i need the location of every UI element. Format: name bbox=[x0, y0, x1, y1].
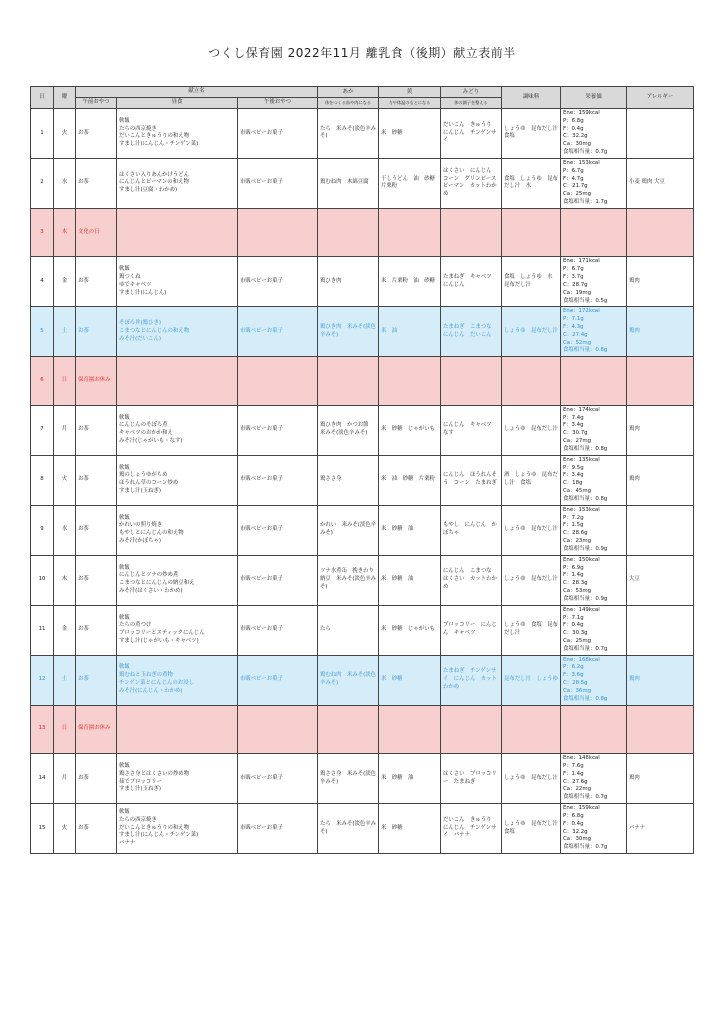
empty-cell bbox=[117, 705, 238, 754]
pm-snack-cell: 市販ベビーお菓子 bbox=[238, 655, 318, 705]
seasoning-cell: 酒 しょうゆ 昆布だし汁 食塩 bbox=[502, 455, 561, 505]
allergy-cell: 鶏肉 bbox=[627, 307, 694, 357]
header-aka: あか bbox=[318, 87, 379, 98]
midori-cell: たまねぎ チンゲンサイ にんじん カットわかめ bbox=[441, 655, 502, 705]
aka-cell: たら 米みそ(淡色辛みそ) bbox=[318, 804, 379, 854]
empty-cell bbox=[502, 705, 561, 754]
aka-cell: 鶏ささ身 米みそ(淡色辛みそ) bbox=[318, 754, 379, 804]
nutrition-cell: Ene：153kcal P：7.2g F：1.5g C：28.6g Ca：23mg 食塩相当量：0.9g bbox=[561, 505, 627, 555]
allergy-cell: 鶏肉 bbox=[627, 405, 694, 455]
table-row bbox=[31, 754, 694, 804]
lunch-cell: 軟飯 たらの西京焼き だいこんときゅうりの和え物 すまし汁(にんじん・チンゲン菜) バナナ bbox=[117, 804, 238, 854]
header-am-snack: 午前おやつ bbox=[76, 98, 117, 109]
holiday-note: 保育園お休み bbox=[76, 705, 117, 754]
am-snack-cell: お茶 bbox=[76, 455, 117, 505]
allergy-cell: バナナ bbox=[627, 804, 694, 854]
lunch-cell: 軟飯 鶏むねと玉ねぎの煮物 チンゲン菜とにんじんのお浸し みそ汁(にんじん・わかめ) bbox=[117, 655, 238, 705]
am-snack-cell: お茶 bbox=[76, 405, 117, 455]
lunch-cell: 軟飯 鶏ささ身とはくさいの炒め物 茹でブロッコリー すまし汁(玉ねぎ) bbox=[117, 754, 238, 804]
header-nutrition: 栄養価 bbox=[561, 87, 627, 109]
nutrition-cell: Ene：159kcal P：6.8g F：0.4g C：32.2g Ca：30mg 食塩相当量：0.7g bbox=[561, 108, 627, 158]
header-seasoning: 調味料 bbox=[502, 87, 561, 109]
midori-cell: たまねぎ こまつな にんじん だいこん bbox=[441, 307, 502, 357]
am-snack-cell: お茶 bbox=[76, 655, 117, 705]
seasoning-cell: しょうゆ 食塩 昆布だし汁 bbox=[502, 605, 561, 655]
nutrition-cell: Ene：159kcal P：6.8g F：0.4g C：32.2g Ca：30mg 食塩相当量：0.7g bbox=[561, 804, 627, 854]
nutrition-cell: Ene：174kcal P：7.4g F：3.4g C：30.7g Ca：27mg 食塩相当量：0.8g bbox=[561, 405, 627, 455]
empty-cell bbox=[627, 208, 694, 257]
day-cell: 13 bbox=[31, 705, 54, 754]
day-cell: 4 bbox=[31, 257, 54, 307]
header-lunch: 昼食 bbox=[117, 98, 238, 109]
empty-cell bbox=[379, 357, 441, 406]
seasoning-cell: しょうゆ 昆布だし汁 食塩 bbox=[502, 804, 561, 854]
lunch-cell: 軟飯 にんじんのそぼろ煮 キャベツのおかか和え みそ汁(じゃがいも・なす) bbox=[117, 405, 238, 455]
nutrition-cell: Ene：150kcal P：6.9g F：1.4g C：28.3g Ca：53mg 食塩相当量：0.9g bbox=[561, 555, 627, 605]
empty-cell bbox=[318, 208, 379, 257]
ki-cell: 米 砂糖 油 bbox=[379, 505, 441, 555]
aka-cell: 鶏むね肉 米みそ(淡色辛みそ) bbox=[318, 655, 379, 705]
table-row bbox=[31, 705, 694, 754]
empty-cell bbox=[441, 208, 502, 257]
dow-cell: 日 bbox=[54, 357, 76, 406]
aka-cell: たら 米みそ(淡色辛みそ) bbox=[318, 108, 379, 158]
seasoning-cell: しょうゆ 昆布だし汁 bbox=[502, 307, 561, 357]
ki-cell: 米 砂糖 油 bbox=[379, 555, 441, 605]
dow-cell: 水 bbox=[54, 158, 76, 208]
empty-cell bbox=[379, 705, 441, 754]
allergy-cell: 鶏肉 bbox=[627, 754, 694, 804]
header-aka-sub: 体をつくる血や肉になる bbox=[318, 98, 379, 109]
empty-cell bbox=[238, 357, 318, 406]
dow-cell: 日 bbox=[54, 705, 76, 754]
table-row bbox=[31, 605, 694, 655]
aka-cell: 鶏ひき肉 かつお節 米みそ(淡色辛みそ) bbox=[318, 405, 379, 455]
allergy-cell: 小麦 鶏肉 大豆 bbox=[627, 158, 694, 208]
midori-cell: はくさい ブロッコリー たまねぎ bbox=[441, 754, 502, 804]
nutrition-cell: Ene：153kcal P：6.7g F：4.7g C：21.7g Ca：25mg 食塩相当量：1.7g bbox=[561, 158, 627, 208]
allergy-cell: 鶏肉 bbox=[627, 455, 694, 505]
header-row-1 bbox=[31, 87, 694, 98]
header-ki-sub: 力や体温のもとになる bbox=[379, 98, 441, 109]
lunch-cell: 軟飯 たらの西京焼き だいこんときゅうりの和え物 すまし汁(にんじん・チンゲン菜) bbox=[117, 108, 238, 158]
midori-cell: だいこん きゅうり にんじん チンゲンサイ バナナ bbox=[441, 804, 502, 854]
empty-cell bbox=[238, 208, 318, 257]
table-row bbox=[31, 257, 694, 307]
dow-cell: 木 bbox=[54, 208, 76, 257]
am-snack-cell: お茶 bbox=[76, 307, 117, 357]
allergy-cell: 鶏肉 bbox=[627, 257, 694, 307]
midori-cell: にんじん こまつな はくさい カットわかめ bbox=[441, 555, 502, 605]
header-allergy: アレルギー bbox=[627, 87, 694, 109]
empty-cell bbox=[561, 208, 627, 257]
empty-cell bbox=[502, 208, 561, 257]
allergy-cell bbox=[627, 605, 694, 655]
midori-cell: はくさい にんじん コーン グリンピース ピーマン カットわかめ bbox=[441, 158, 502, 208]
dow-cell: 土 bbox=[54, 655, 76, 705]
allergy-cell bbox=[627, 108, 694, 158]
empty-cell bbox=[117, 357, 238, 406]
pm-snack-cell: 市販ベビーお菓子 bbox=[238, 555, 318, 605]
day-cell: 15 bbox=[31, 804, 54, 854]
day-cell: 8 bbox=[31, 455, 54, 505]
allergy-cell bbox=[627, 505, 694, 555]
empty-cell bbox=[561, 705, 627, 754]
empty-cell bbox=[318, 357, 379, 406]
table-row bbox=[31, 307, 694, 357]
dow-cell: 火 bbox=[54, 108, 76, 158]
am-snack-cell: お茶 bbox=[76, 555, 117, 605]
table-row bbox=[31, 555, 694, 605]
dow-cell: 金 bbox=[54, 257, 76, 307]
aka-cell: ツナ水煮缶 挽きわり納豆 米みそ(淡色辛みそ) bbox=[318, 555, 379, 605]
aka-cell: たら bbox=[318, 605, 379, 655]
empty-cell bbox=[441, 705, 502, 754]
ki-cell: 干しうどん 油 砂糖 片栗粉 bbox=[379, 158, 441, 208]
aka-cell: 鶏ひき肉 bbox=[318, 257, 379, 307]
midori-cell: もやし にんじん かぼちゃ bbox=[441, 505, 502, 555]
page-title: つくし保育園 2022年11月 離乳食（後期）献立表前半 bbox=[208, 46, 516, 60]
header-ki: 黄 bbox=[379, 87, 441, 98]
table-row bbox=[31, 455, 694, 505]
midori-cell: にんじん キャベツ なす bbox=[441, 405, 502, 455]
ki-cell: 米 砂糖 じゃがいも bbox=[379, 405, 441, 455]
seasoning-cell: しょうゆ 昆布だし汁 食塩 bbox=[502, 108, 561, 158]
aka-cell: 鶏ひき肉 米みそ(淡色辛みそ) bbox=[318, 307, 379, 357]
pm-snack-cell: 市販ベビーお菓子 bbox=[238, 804, 318, 854]
day-cell: 6 bbox=[31, 357, 54, 406]
table-row bbox=[31, 405, 694, 455]
seasoning-cell: しょうゆ 昆布だし汁 bbox=[502, 505, 561, 555]
table-row bbox=[31, 655, 694, 705]
holiday-note: 文化の日 bbox=[76, 208, 117, 257]
table-row bbox=[31, 804, 694, 854]
seasoning-cell: 食塩 しょうゆ 昆布だし汁 水 bbox=[502, 158, 561, 208]
aka-cell: 鶏ささ身 bbox=[318, 455, 379, 505]
nutrition-cell: Ene：135kcal P：9.5g F：3.4g C：18g Ca：45mg 食塩相当量：0.8g bbox=[561, 455, 627, 505]
dow-cell: 金 bbox=[54, 605, 76, 655]
empty-cell bbox=[318, 705, 379, 754]
ki-cell: 米 砂糖 bbox=[379, 108, 441, 158]
pm-snack-cell: 市販ベビーお菓子 bbox=[238, 605, 318, 655]
empty-cell bbox=[238, 705, 318, 754]
lunch-cell: そぼろ丼(鶏ひき) こまつなとにんじんの和え物 みそ汁(だいこん) bbox=[117, 307, 238, 357]
nutrition-cell: Ene：172kcal P：7.1g F：4.3g C：27.4g Ca：52mg 食塩相当量：0.8g bbox=[561, 307, 627, 357]
pm-snack-cell: 市販ベビーお菓子 bbox=[238, 108, 318, 158]
day-cell: 12 bbox=[31, 655, 54, 705]
dow-cell: 土 bbox=[54, 307, 76, 357]
ki-cell: 米 片栗粉 油 砂糖 bbox=[379, 257, 441, 307]
am-snack-cell: お茶 bbox=[76, 754, 117, 804]
menu-body bbox=[31, 108, 694, 853]
day-cell: 9 bbox=[31, 505, 54, 555]
empty-cell bbox=[379, 208, 441, 257]
dow-cell: 火 bbox=[54, 455, 76, 505]
day-cell: 2 bbox=[31, 158, 54, 208]
seasoning-cell: 食塩 しょうゆ 水 昆布だし汁 bbox=[502, 257, 561, 307]
seasoning-cell: しょうゆ 昆布だし汁 bbox=[502, 754, 561, 804]
nutrition-cell: Ene：148kcal P：7.6g F：1.4g C：27.6g Ca：22mg 食塩相当量：0.7g bbox=[561, 754, 627, 804]
day-cell: 10 bbox=[31, 555, 54, 605]
am-snack-cell: お茶 bbox=[76, 804, 117, 854]
pm-snack-cell: 市販ベビーお菓子 bbox=[238, 158, 318, 208]
seasoning-cell: 昆布だし汁 しょうゆ bbox=[502, 655, 561, 705]
table-row bbox=[31, 158, 694, 208]
allergy-cell: 大豆 bbox=[627, 555, 694, 605]
holiday-note: 保育園お休み bbox=[76, 357, 117, 406]
seasoning-cell: しょうゆ 昆布だし汁 bbox=[502, 555, 561, 605]
lunch-cell: 軟飯 にんじんとツナの炒め煮 こまつなとにんじんの納豆和え みそ汁(はくさい・わかめ) bbox=[117, 555, 238, 605]
pm-snack-cell: 市販ベビーお菓子 bbox=[238, 505, 318, 555]
day-cell: 7 bbox=[31, 405, 54, 455]
day-cell: 14 bbox=[31, 754, 54, 804]
dow-cell: 水 bbox=[54, 505, 76, 555]
nutrition-cell: Ene：149kcal P：7.1g F：0.4g C：30.3g Ca：25mg 食塩相当量：0.7g bbox=[561, 605, 627, 655]
day-cell: 11 bbox=[31, 605, 54, 655]
header-day: 日 bbox=[31, 87, 54, 109]
ki-cell: 米 砂糖 bbox=[379, 804, 441, 854]
header-pm-snack: 午後おやつ bbox=[238, 98, 318, 109]
pm-snack-cell: 市販ベビーお菓子 bbox=[238, 405, 318, 455]
am-snack-cell: お茶 bbox=[76, 605, 117, 655]
empty-cell bbox=[502, 357, 561, 406]
empty-cell bbox=[117, 208, 238, 257]
header-dow: 曜 bbox=[54, 87, 76, 109]
ki-cell: 米 砂糖 油 bbox=[379, 754, 441, 804]
aka-cell: かれい 米みそ(淡色辛みそ) bbox=[318, 505, 379, 555]
empty-cell bbox=[627, 705, 694, 754]
day-cell: 5 bbox=[31, 307, 54, 357]
lunch-cell: 軟飯 鶏のしょうゆがらめ ほうれん草のコーン炒め すまし汁(玉ねぎ) bbox=[117, 455, 238, 505]
am-snack-cell: お茶 bbox=[76, 158, 117, 208]
dow-cell: 火 bbox=[54, 804, 76, 854]
header-midori: みどり bbox=[441, 87, 502, 98]
lunch-cell: 軟飯 たらの煮つけ ブロッコリーとスティックにんじん すまし汁(じゃがいも・キャベツ) bbox=[117, 605, 238, 655]
nutrition-cell: Ene：171kcal P：6.7g F：3.7g C：28.7g Ca：19mg 食塩相当量：0.5g bbox=[561, 257, 627, 307]
midori-cell: だいこん きゅうり にんじん チンゲンサイ bbox=[441, 108, 502, 158]
pm-snack-cell: 市販ベビーお菓子 bbox=[238, 754, 318, 804]
ki-cell: 米 砂糖 じゃがいも bbox=[379, 605, 441, 655]
allergy-cell: 鶏肉 bbox=[627, 655, 694, 705]
lunch-cell: 軟飯 かれいの照り焼き もやしとにんじんの和え物 みそ汁(かぼちゃ) bbox=[117, 505, 238, 555]
lunch-cell: 軟飯 鶏つくね ゆでキャベツ すまし汁(にんじん) bbox=[117, 257, 238, 307]
am-snack-cell: お茶 bbox=[76, 257, 117, 307]
day-cell: 1 bbox=[31, 108, 54, 158]
header-kondate: 献立名 bbox=[76, 87, 318, 98]
table-row bbox=[31, 208, 694, 257]
am-snack-cell: お茶 bbox=[76, 108, 117, 158]
lunch-cell: はくさい入りあんかけうどん にんじんとピーマンの和え物 すまし汁(豆腐・わかめ) bbox=[117, 158, 238, 208]
day-cell: 3 bbox=[31, 208, 54, 257]
dow-cell: 木 bbox=[54, 555, 76, 605]
table-row bbox=[31, 108, 694, 158]
dow-cell: 月 bbox=[54, 754, 76, 804]
midori-cell: たまねぎ キャベツ にんじん bbox=[441, 257, 502, 307]
menu-table bbox=[30, 86, 694, 854]
am-snack-cell: お茶 bbox=[76, 505, 117, 555]
ki-cell: 米 油 bbox=[379, 307, 441, 357]
midori-cell: にんじん ほうれんそう コーン たまねぎ bbox=[441, 455, 502, 505]
pm-snack-cell: 市販ベビーお菓子 bbox=[238, 307, 318, 357]
empty-cell bbox=[627, 357, 694, 406]
pm-snack-cell: 市販ベビーお菓子 bbox=[238, 257, 318, 307]
midori-cell: ブロッコリー にんじん キャベツ bbox=[441, 605, 502, 655]
ki-cell: 米 油 砂糖 片栗粉 bbox=[379, 455, 441, 505]
empty-cell bbox=[561, 357, 627, 406]
pm-snack-cell: 市販ベビーお菓子 bbox=[238, 455, 318, 505]
table-row bbox=[31, 357, 694, 406]
empty-cell bbox=[441, 357, 502, 406]
aka-cell: 鶏むね肉 木綿豆腐 bbox=[318, 158, 379, 208]
nutrition-cell: Ene：168kcal P：6.2g F：3.6g C：28.5g Ca：36mg 食塩相当量：0.8g bbox=[561, 655, 627, 705]
header-midori-sub: 体の調子を整える bbox=[441, 98, 502, 109]
seasoning-cell: しょうゆ 昆布だし汁 bbox=[502, 405, 561, 455]
ki-cell: 米 砂糖 bbox=[379, 655, 441, 705]
dow-cell: 月 bbox=[54, 405, 76, 455]
table-row bbox=[31, 505, 694, 555]
